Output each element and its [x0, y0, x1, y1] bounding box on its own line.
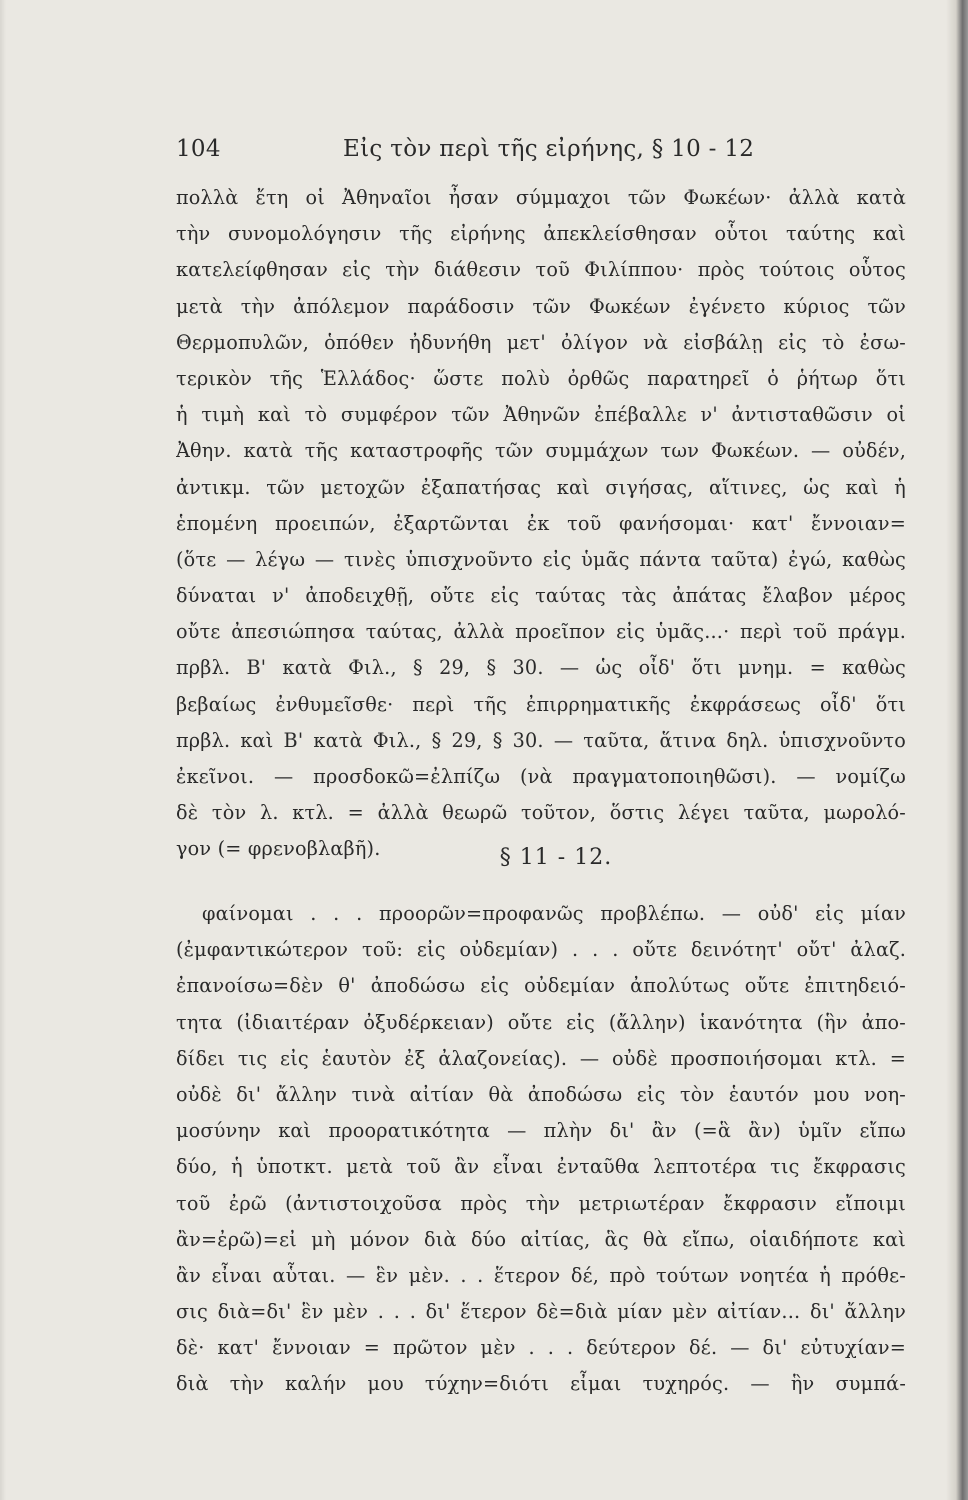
- running-title: Εἰς τὸν περὶ τῆς εἰρήνης, § 10 - 12: [343, 136, 755, 162]
- text-line: ἐκεῖνοι. — προσδοκῶ=ἐλπίζω (νὰ πραγματοποιηθῶσι). — νομίζω: [176, 765, 906, 788]
- text-line: μετὰ τὴν ἀπόλεμον παράδοσιν τῶν Φωκέων ἐγένετο κύριος τῶν: [176, 294, 906, 318]
- text-line: μοσύνην καὶ προορατικότητα — πλὴν δι' ἂν (=ἃ ἂν) ὑμῖν εἴπω: [176, 1119, 906, 1143]
- text-line: σις διὰ=δι' ἓν μὲν . . . δι' ἕτερον δὲ=διὰ μίαν μὲν αἰτίαν... δι' ἄλλην: [176, 1300, 906, 1324]
- text-line: ἂν εἶναι αὗται. — ἓν μὲν. . . ἕτερον δέ, πρὸ τούτων νοητέα ἡ πρόθε-: [176, 1263, 906, 1287]
- text-line: κατελείφθησαν εἰς τὴν διάθεσιν τοῦ Φιλίππου· πρὸς τούτοις οὗτος: [176, 258, 906, 282]
- text-line: πολλὰ ἔτη οἱ Ἀθηναῖοι ἦσαν σύμμαχοι τῶν Φωκέων· ἀλλὰ κατὰ: [176, 186, 906, 209]
- running-head: [176, 136, 755, 170]
- text-line: τοῦ ἐρῶ (ἀντιστοιχοῦσα πρὸς τὴν μετριωτέραν ἔκφρασιν εἴποιμι: [176, 1191, 906, 1215]
- text-line: ἀντικμ. τῶν μετοχῶν ἐξαπατήσας καὶ σιγήσας, αἵτινες, ὡς καὶ ἡ: [176, 475, 906, 499]
- paragraph-2: [176, 896, 906, 1403]
- text-line: Θερμοπυλῶν, ὁπόθεν ἠδυνήθη μετ' ὀλίγον νὰ εἰσβάλῃ εἰς τὸ ἐσω-: [176, 330, 906, 354]
- paragraph-1: [176, 180, 906, 868]
- text-line: πρβλ. Β' κατὰ Φιλ., § 29, § 30. — ὡς οἶδ' ὅτι μνημ. = καθὼς: [176, 656, 906, 680]
- text-line: γον (= φρενοβλαβῆ).: [176, 837, 381, 861]
- text-line: τητα (ἰδιαιτέραν ὀξυδέρκειαν) οὔτε εἰς (ἄλλην) ἱκανότητα (ἣν ἀπο-: [176, 1010, 906, 1034]
- page-edge-right: [946, 0, 968, 1500]
- text-line: ἐπανοίσω=δὲν θ' ἀποδώσω εἰς οὐδεμίαν ἀπολύτως οὔτε ἐπιτηδειό-: [176, 974, 906, 998]
- text-line: οὔτε ἀπεσιώπησα ταύτας, ἀλλὰ προεῖπον εἰς ὑμᾶς...· περὶ τοῦ πράγμ.: [176, 620, 906, 644]
- text-line: τερικὸν τῆς Ἑλλάδος· ὥστε πολὺ ὀρθῶς παρατηρεῖ ὁ ῥήτωρ ὅτι: [176, 366, 906, 390]
- text-line: δύναται ν' ἀποδειχθῇ, οὔτε εἰς ταύτας τὰς ἀπάτας ἔλαβον μέρος: [176, 584, 906, 608]
- text-line: ἡ τιμὴ καὶ τὸ συμφέρον τῶν Ἀθηνῶν ἐπέβαλλε ν' ἀντισταθῶσιν οἱ: [176, 403, 906, 427]
- section-heading-text: § 11 - 12.: [499, 845, 613, 870]
- text-line: (ὅτε — λέγω — τινὲς ὑπισχνοῦντο εἰς ὑμᾶς πάντα ταῦτα) ἐγώ, καθὼς: [176, 547, 906, 571]
- text-line: Ἀθην. κατὰ τῆς καταστροφῆς τῶν συμμάχων των Φωκέων. — οὐδέν,: [176, 439, 906, 463]
- text-line: φαίνομαι . . . προορῶν=προφανῶς προβλέπω. — οὐδ' εἰς μίαν: [202, 902, 906, 925]
- text-line: δὲ· κατ' ἔννοιαν = πρῶτον μὲν . . . δεύτερον δέ. — δι' εὐτυχίαν=: [176, 1336, 906, 1360]
- text-line: πρβλ. καὶ Β' κατὰ Φιλ., § 29, § 30. — ταῦτα, ἅτινα δηλ. ὑπισχνοῦντο: [176, 728, 906, 752]
- text-line: ἑπομένη προειπών, ἐξαρτῶνται ἐκ τοῦ φανήσομαι· κατ' ἔννοιαν=: [176, 511, 906, 535]
- text-line: δίδει τις εἰς ἑαυτὸν ἐξ ἀλαζονείας). — οὐδὲ προσποιήσομαι κτλ. =: [176, 1046, 906, 1070]
- text-line: δύο, ἡ ὑποτκτ. μετὰ τοῦ ἂν εἶναι ἐνταῦθα λεπτοτέρα τις ἔκφρασις: [176, 1155, 906, 1179]
- text-line: δὲ τὸν λ. κτλ. = ἀλλὰ θεωρῶ τοῦτον, ὅστις λέγει ταῦτα, μωρολό-: [176, 801, 906, 825]
- text-line: οὐδὲ δι' ἄλλην τινὰ αἰτίαν θὰ ἀποδώσω εἰς τὸν ἑαυτόν μου νοη-: [176, 1082, 906, 1106]
- text-line: βεβαίως ἐνθυμεῖσθε· περὶ τῆς ἐπιρρηματικῆς ἐκφράσεως οἶδ' ὅτι: [176, 692, 906, 716]
- text-line: ἂν=ἐρῶ)=εἰ μὴ μόνον διὰ δύο αἰτίας, ἃς θὰ εἴπω, οἱαιδήποτε καὶ: [176, 1227, 906, 1251]
- text-line: διὰ τὴν καλήν μου τύχην=διότι εἶμαι τυχηρός. — ἣν συμπά-: [176, 1372, 906, 1396]
- text-line: τὴν συνομολόγησιν τῆς εἰρήνης ἀπεκλείσθησαν οὗτοι ταύτης καὶ: [176, 222, 906, 246]
- page-edge-left: [0, 0, 6, 1500]
- page-number: 104: [176, 136, 221, 162]
- text-line: (ἐμφαντικώτερον τοῦ: εἰς οὐδεμίαν) . . . οὔτε δεινότητ' οὔτ' ἀλαζ.: [176, 938, 906, 962]
- section-heading: [0, 845, 968, 870]
